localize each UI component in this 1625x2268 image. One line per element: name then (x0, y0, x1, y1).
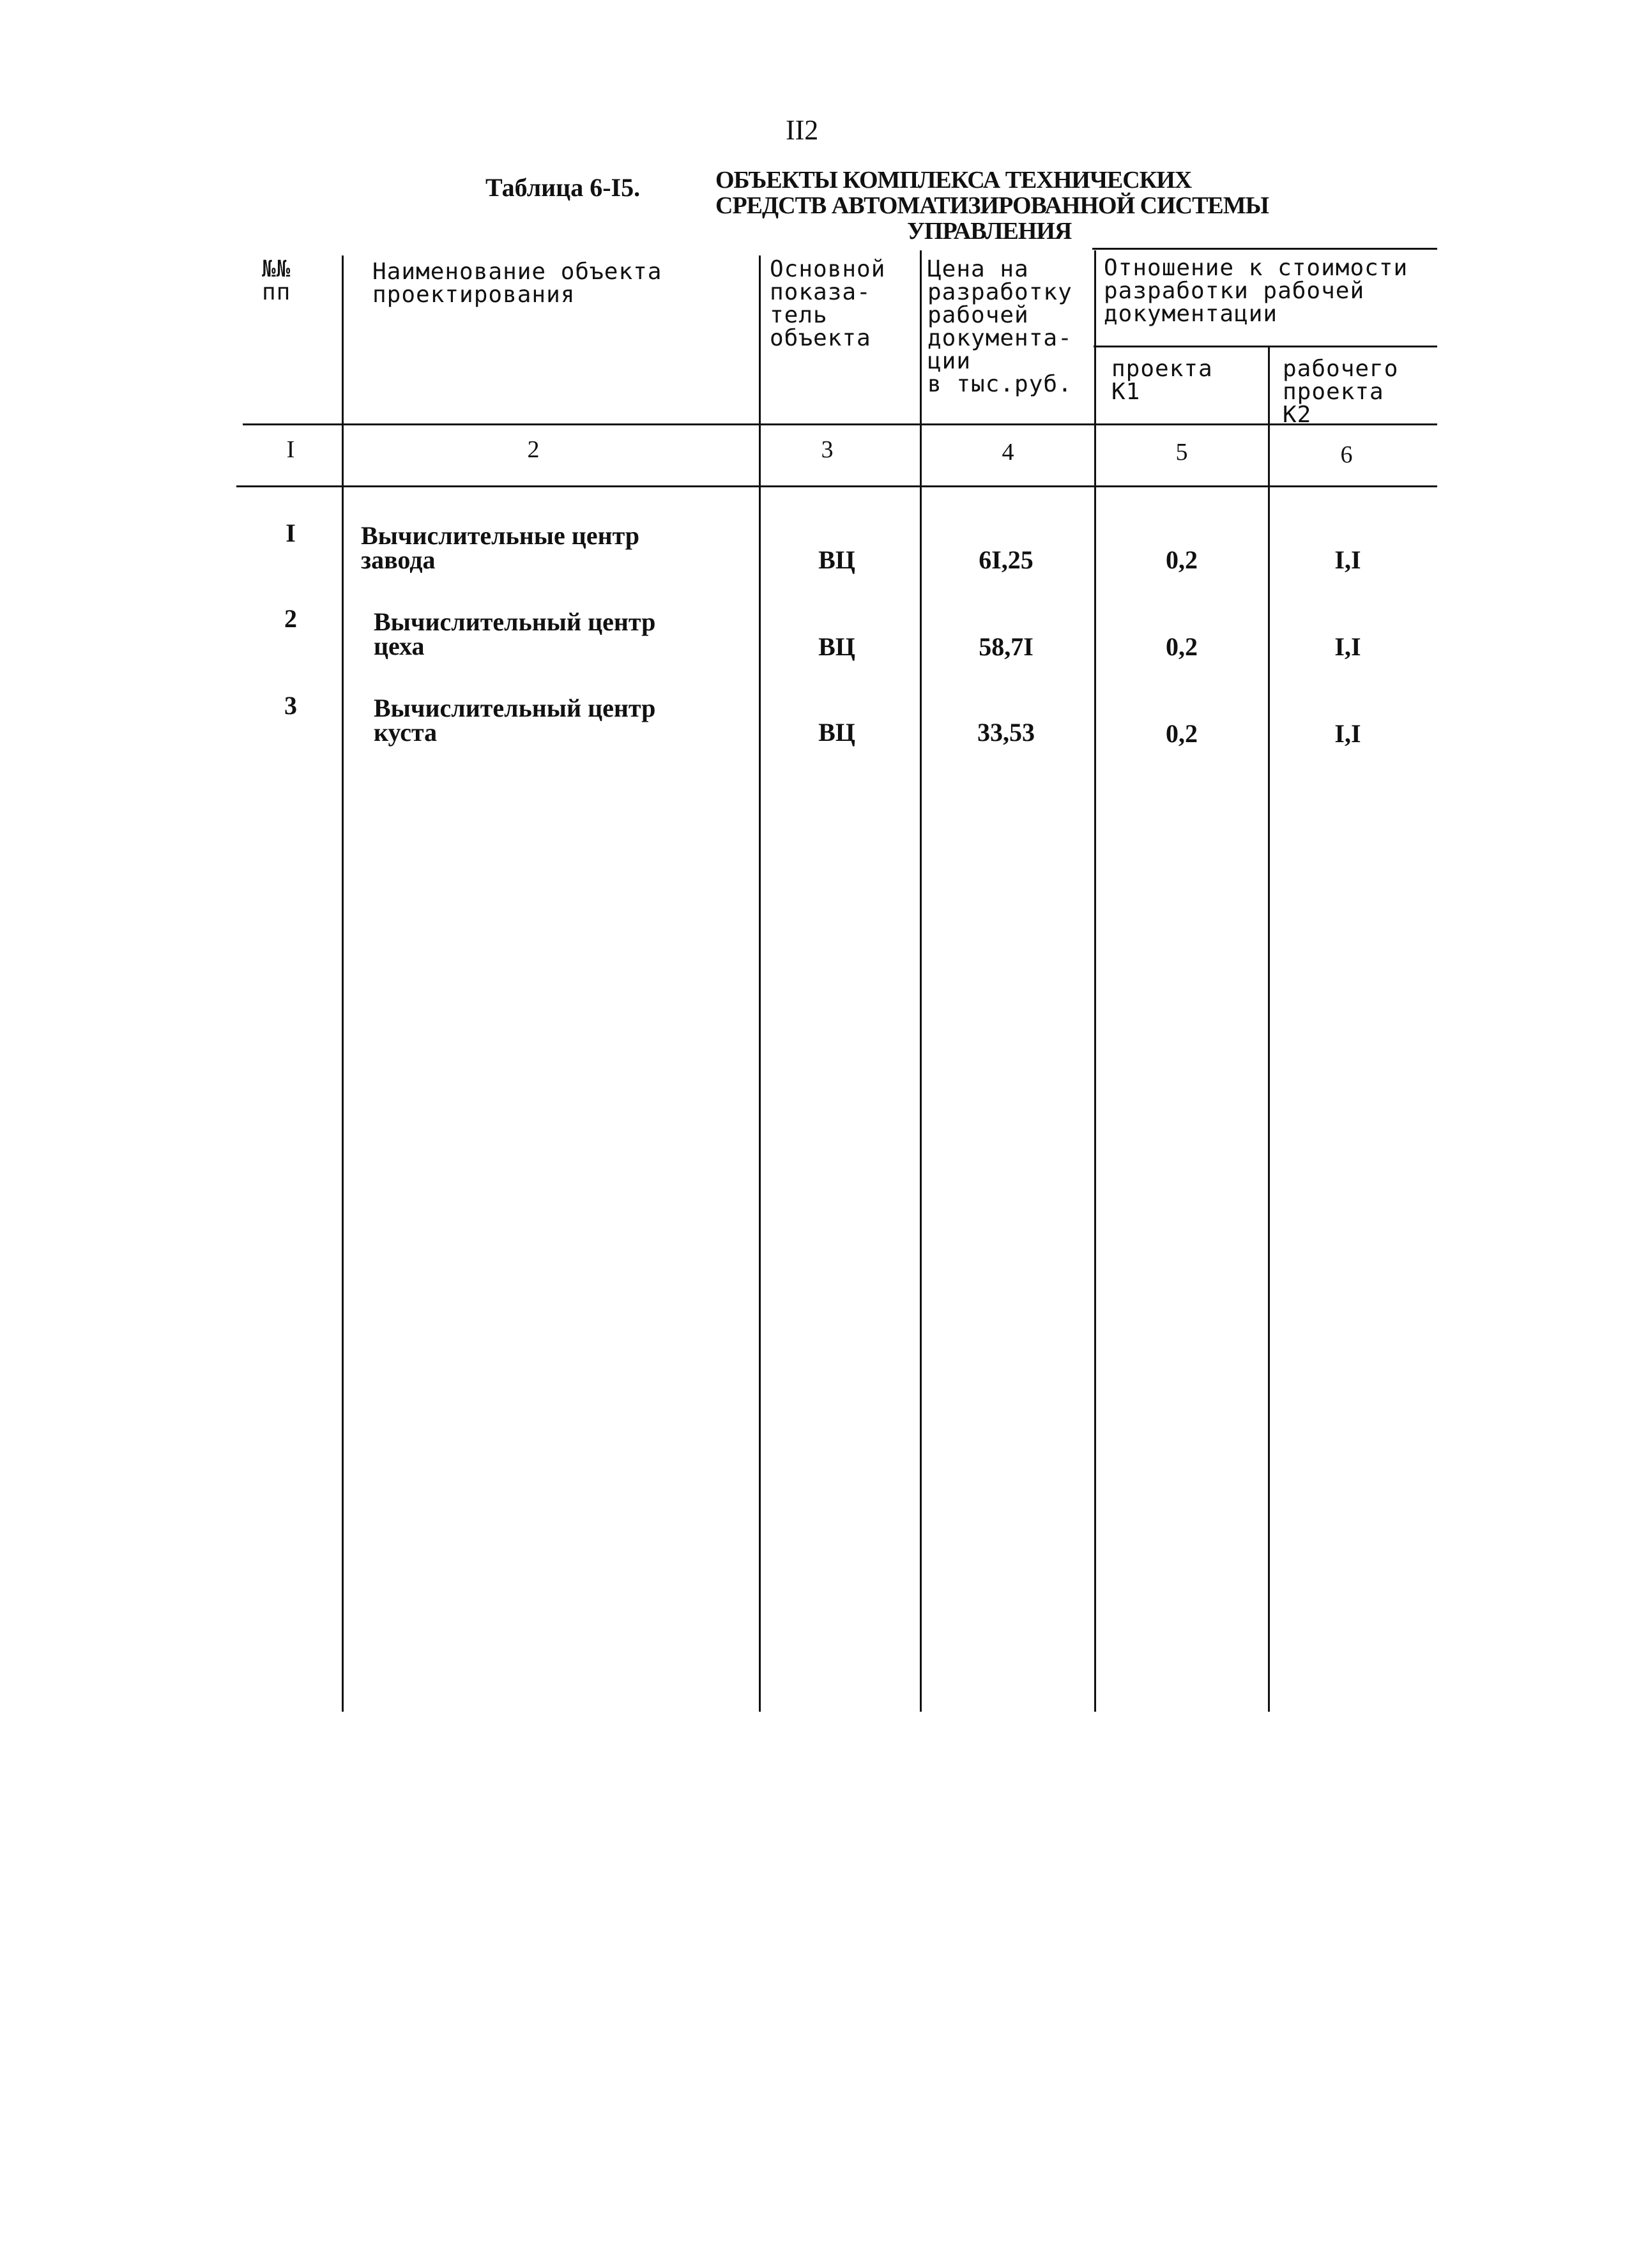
subheader-rule (1094, 346, 1437, 347)
column-number-6: 6 (1340, 441, 1353, 468)
page-number: II2 (786, 114, 819, 146)
object-name: Вычислительный центр цеха (374, 607, 656, 660)
main-indicator: ВЦ (818, 632, 855, 661)
object-name: Вычислительные центр завода (361, 521, 640, 574)
column-numbers-rule (236, 485, 1437, 487)
column-number-3: 3 (821, 436, 834, 463)
top-rule (1092, 248, 1437, 250)
table-title-line-2: СРЕДСТВ АВТОМАТИЗИРОВАННОЙ СИСТЕМЫ (715, 192, 1269, 219)
ratio-k2: I,I (1334, 545, 1361, 574)
column-number-2: 2 (527, 436, 540, 463)
price: 58,7I (979, 632, 1034, 661)
ratio-k2: I,I (1334, 632, 1361, 661)
header-cost-ratio-group: Отношение к стоимости разработки рабочей документации (1104, 255, 1408, 327)
object-name: Вычислительный центр куста (374, 694, 656, 747)
header-k1: проекта K1 (1111, 356, 1213, 405)
column-number-4: 4 (1002, 439, 1014, 466)
table-caption-label: Таблица 6-I5. (485, 173, 641, 202)
vline-1 (342, 255, 344, 1712)
header-main-indicator: Основной показа- тель объекта (770, 256, 886, 351)
vline-4 (1094, 250, 1096, 1712)
header-price: Цена на разработку рабочей документа- ции в тыс.руб. (927, 256, 1072, 397)
row-number: 3 (284, 691, 297, 720)
ratio-k1: 0,2 (1166, 632, 1198, 661)
header-k2: рабочего проекта К2 (1283, 356, 1399, 428)
ratio-k2: I,I (1334, 719, 1361, 748)
price: 33,53 (977, 718, 1035, 747)
main-indicator: ВЦ (818, 545, 855, 574)
vline-2 (759, 255, 761, 1712)
vline-5 (1268, 346, 1270, 1712)
column-number-1: I (286, 436, 295, 463)
header-bottom-rule (243, 423, 1437, 425)
header-number: №№ пп (262, 256, 291, 305)
ratio-k1: 0,2 (1166, 545, 1198, 574)
main-indicator: ВЦ (818, 718, 855, 747)
header-object-name: Наименование объекта проектирования (372, 259, 662, 308)
row-number: I (286, 519, 296, 547)
table-title-line-1: ОБЪЕКТЫ КОМПЛЕКСА ТЕХНИЧЕСКИХ (715, 167, 1192, 194)
column-number-5: 5 (1175, 439, 1188, 466)
row-number: 2 (284, 604, 297, 633)
ratio-k1: 0,2 (1166, 719, 1198, 748)
table-title-line-3: УПРАВЛЕНИЯ (907, 218, 1072, 245)
vline-3 (920, 250, 922, 1712)
price: 6I,25 (979, 545, 1034, 574)
table-title (715, 167, 1290, 244)
